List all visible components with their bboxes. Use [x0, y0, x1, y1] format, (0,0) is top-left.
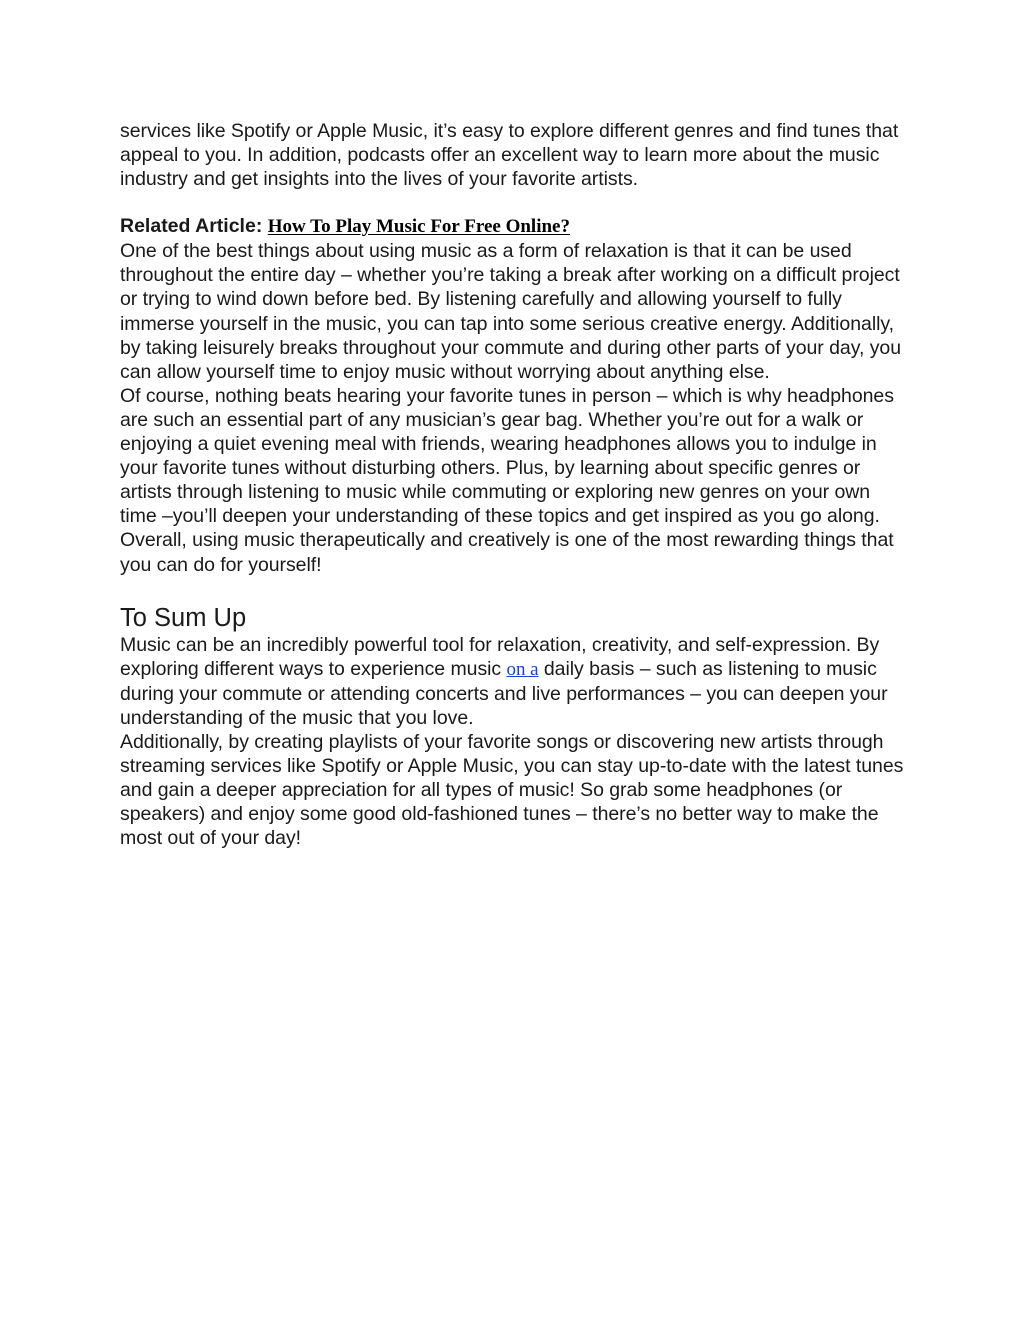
headphones-paragraph: Of course, nothing beats hearing your favorite tunes in person – which is why headphones are such an essential part of any musician’s gear bag. Whether you’re out for a walk or enjoying a quiet evening meal with friends, wearing headphones allows you to indulge in your favorite tunes without disturbing others. Plus, by learning about specific genres or artists through listening to music while commuting or exploring new genres on your own time –you’ll deepen your understanding of these topics and get inspired as you go along. Overall, using music therapeutically and creatively is one of the most rewarding things that you can do for yourself!	[120, 384, 894, 576]
relaxation-paragraph: One of the best things about using music as a form of relaxation is that it can be used throughout the entire day – whether you’re taking a break after working on a difficult project or trying to wind down before bed. By listening carefully and allowing yourself to fully immerse yourself in the music, you can tap into some serious creative energy. Additionally, by taking leisurely breaks throughout your commute and during other parts of your day, you can allow yourself time to enjoy music without worrying about anything else.	[120, 240, 901, 383]
intro-paragraph: services like Spotify or Apple Music, it’s easy to explore different genres and find tunes that appeal to you. In addition, podcasts offer an excellent way to learn more about the music industry and get insights into the lives of your favorite artists.	[120, 120, 899, 191]
related-article-label: Related Article:	[120, 215, 263, 238]
document-page	[120, 119, 910, 850]
sum-up-heading: To Sum Up	[120, 603, 247, 632]
on-a-link[interactable]: on a	[506, 658, 539, 680]
summary-text-end: daily basis – such as listening to music during your commute or attending concerts and live performances – you can deepen your understanding of the music that you love.	[120, 657, 888, 729]
summary-paragraph	[120, 633, 910, 730]
summary-text-start: Music can be an incredibly powerful tool for relaxation, creativity, and self-expression. By exploring different ways to experience music	[120, 633, 880, 680]
related-article	[120, 214, 910, 239]
related-article-link[interactable]: How To Play Music For Free Online?	[267, 216, 570, 238]
closing-paragraph: Additionally, by creating playlists of your favorite songs or discovering new artists through streaming services like Spotify or Apple Music, you can stay up-to-date with the latest tunes and gain a deeper appreciation for all types of music! So grab some headphones (or speakers) and enjoy some good old-fashioned tunes – there’s no better way to make the most out of your day!	[120, 730, 904, 850]
